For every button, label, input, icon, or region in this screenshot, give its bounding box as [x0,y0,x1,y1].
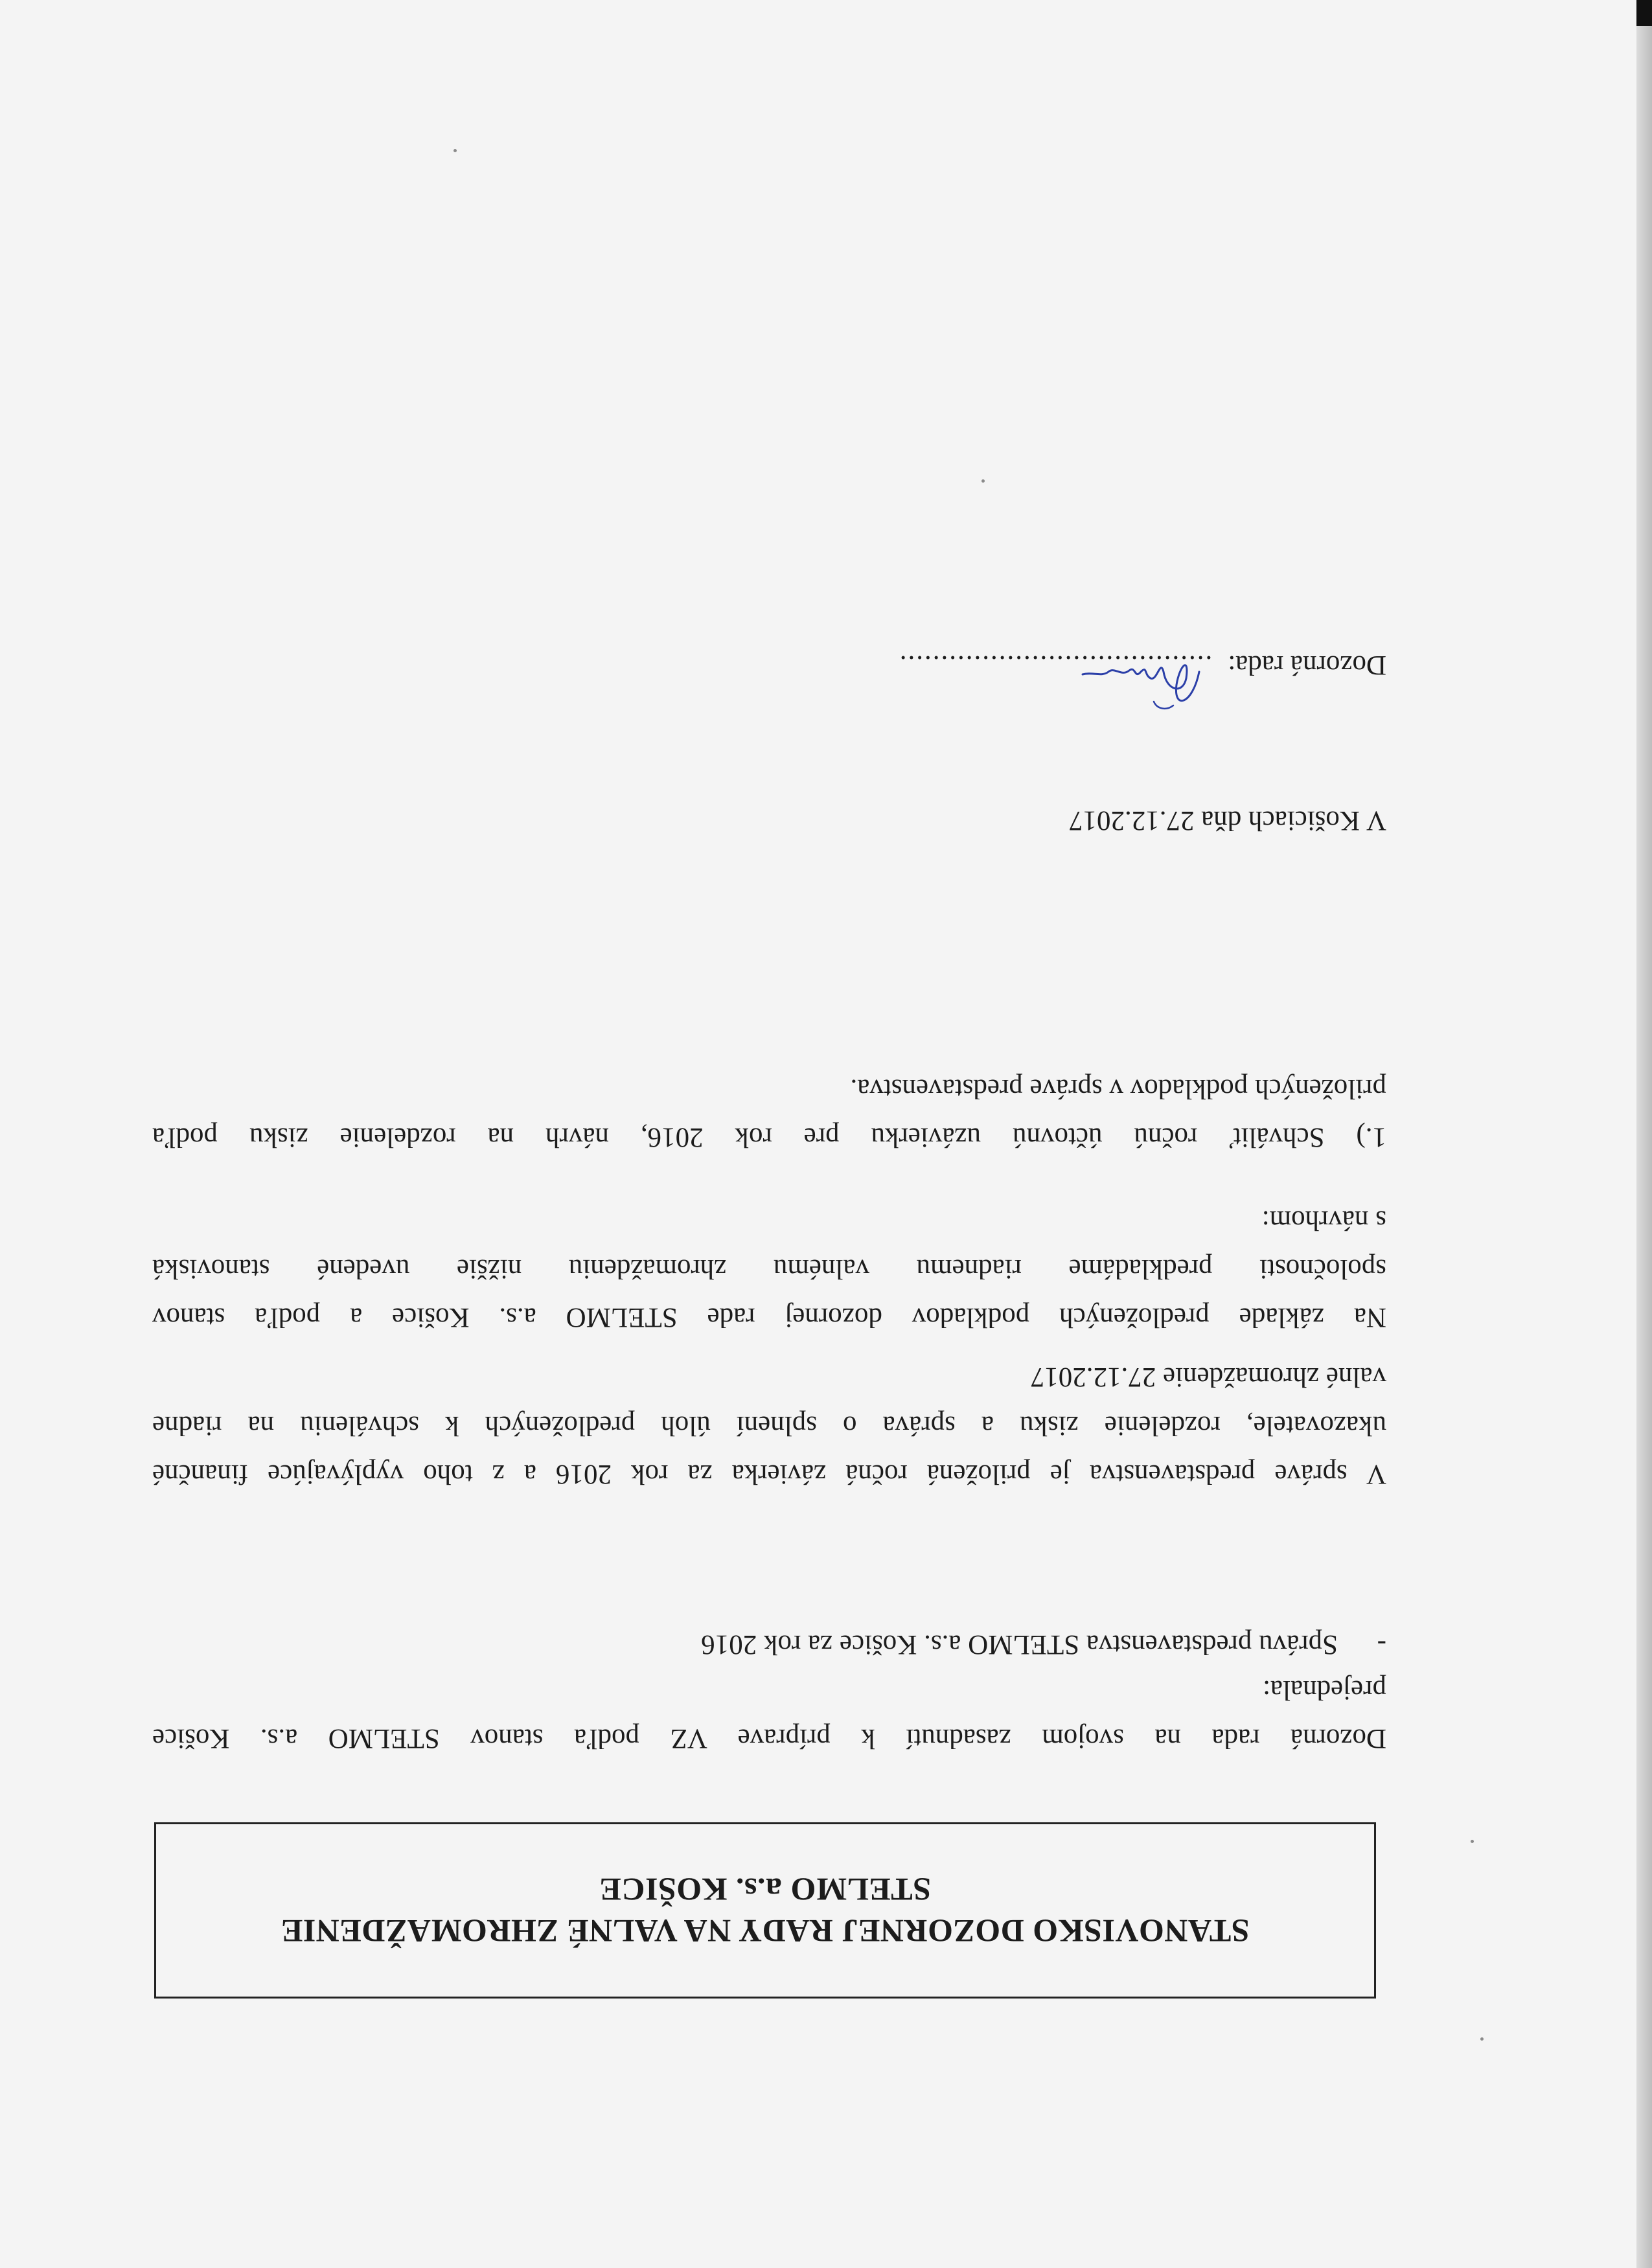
handwritten-signature [1070,646,1212,717]
statement-line: Na základe predložených podkladov dozornej rade STELMO a.s. Košice a podľa stanov [152,1302,1386,1333]
signature-line: ...................................... [899,649,1213,681]
statement-line: s návrhom: [1261,1205,1386,1235]
intro-paragraph [152,1666,1386,1763]
report-line: V správe predstavenstva je priložená ročná závierka za rok 2016 a z toho vyplývajúce finančné [152,1459,1386,1489]
document-title: STANOVISKO DOZORNEJ RADY NA VALNÉ ZHROMAŽDENIE [281,1913,1250,1949]
resolution-line: priložených podkladov v správe predstavenstva. [850,1073,1386,1104]
document-subtitle: STELMO a.s. KOŠICE [599,1872,931,1908]
agenda-item [701,1629,1386,1660]
report-line: valné zhromaždenie 27.12.2017 [1030,1362,1386,1392]
agenda-item-text: Správu predstavenstva STELMO a.s. Košice za rok 2016 [701,1629,1338,1660]
resolution-paragraph [152,1064,1386,1162]
statement-line: spoločnosti predkladáme riadnemu valnému zhromaždeniu nižšie uvedené stanoviská [152,1254,1386,1284]
dash-bullet: - [1377,1629,1386,1660]
signature-block [899,649,1386,681]
statement-paragraph [152,1196,1386,1342]
title-box [154,1822,1376,1999]
place-date: V Košiciach dňa 27.12.2017 [1068,805,1386,836]
intro-line: Dozorná rada na svojom zasadnutí k príprave VZ podľa stanov STELMO a.s. Košice [152,1723,1386,1754]
report-line: ukazovatele, rozdelenie zisku a správa o splnení úloh predložených k schváleniu na riadne [152,1410,1386,1441]
intro-line: prejednala: [1262,1675,1386,1705]
resolution-line: 1.) Schváliť ročnú účtovnú uzávierku pre rok 2016, návrh na rozdelenie zisku podľa [152,1122,1386,1152]
signature-label: Dozorná rada: [1228,650,1386,680]
report-paragraph [152,1353,1386,1498]
